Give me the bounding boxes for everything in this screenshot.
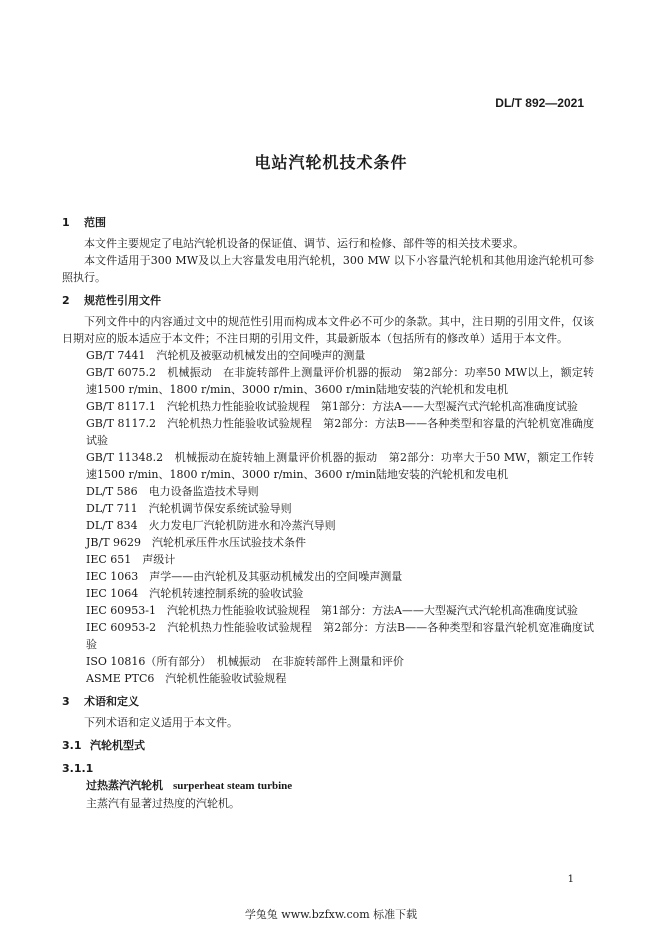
paragraph: 下列术语和定义适用于本文件。 [84,716,238,729]
section-number: 1 [62,216,70,229]
reference-item: GB/T 7441 汽轮机及被驱动机械发出的空间噪声的测量 [86,349,366,362]
footer-watermark: 学兔兔 www.bzfxw.com 标准下载 [244,908,418,921]
reference-item: IEC 651 声级计 [86,553,176,566]
section-heading-terms [62,693,594,710]
reference-item: DL/T 586 电力设备监造技术导则 [86,485,259,498]
paragraph: 本文件适用于300 MW及以上大容量发电用汽轮机，300 MW 以下小容量汽轮机和其他用途汽轮机可参照执行。 [62,254,594,284]
reference-item: GB/T 11348.2 机械振动在旋转轴上测量评价机器的振动 第2部分：功率大于50 MW，额定工作转速1500 r/min、1800 r/min、3000 r/min、3600 r/min陆地安装的汽轮机和发电机 [86,451,594,481]
reference-item: DL/T 834 火力发电厂汽轮机防进水和冷蒸汽导则 [86,519,336,532]
section-number: 2 [62,294,70,307]
term-english: surperheat steam turbine [173,780,293,792]
reference-item: IEC 60953-2 汽轮机热力性能验收试验规程 第2部分：方法B——各种类型和容量汽轮机宽准确度试验 [86,621,594,651]
reference-item: ISO 10816（所有部分） 机械振动 在非旋转部件上测量和评价 [86,655,404,668]
term-definition: 主蒸汽有显著过热度的汽轮机。 [86,797,240,810]
reference-item: JB/T 9629 汽轮机承压件水压试验技术条件 [86,536,307,549]
page-number: 1 [567,874,574,885]
subsection-number: 3.1 [62,739,82,752]
section-number: 3 [62,695,70,708]
reference-item: GB/T 8117.2 汽轮机热力性能验收试验规程 第2部分：方法B——各种类型和容量的汽轮机宽准确度试验 [86,417,594,447]
paragraph: 本文件主要规定了电站汽轮机设备的保证值、调节、运行和检修、部件等的相关技术要求。 [84,237,524,250]
term-entry [62,777,594,795]
standard-code: DL/T 892—2021 [495,96,584,110]
section-heading-normative-references [62,292,594,309]
paragraph: 下列文件中的内容通过文中的规范性引用而构成本文件必不可少的条款。其中，注日期的引用文件，仅该日期对应的版本适应于本文件；不注日期的引用文件，其最新版本（包括所有的修改单）适用于本文件。 [62,315,594,345]
reference-item: IEC 1063 声学——由汽轮机及其驱动机械发出的空间噪声测量 [86,570,403,583]
subsection-title: 汽轮机型式 [90,739,145,752]
section-title: 范围 [84,216,106,229]
section-heading-scope [62,214,594,231]
document-title: 电站汽轮机技术条件 [254,153,408,172]
reference-item: DL/T 711 汽轮机调节保安系统试验导则 [86,502,292,515]
term-number: 3.1.1 [62,762,94,775]
reference-item: GB/T 8117.1 汽轮机热力性能验收试验规程 第1部分：方法A——大型凝汽式汽轮机高准确度试验 [86,400,578,413]
term-chinese: 过热蒸汽汽轮机 [86,779,163,792]
reference-item: ASME PTC6 汽轮机性能验收试验规程 [86,672,287,685]
reference-item: IEC 60953-1 汽轮机热力性能验收试验规程 第1部分：方法A——大型凝汽式汽轮机高准确度试验 [86,604,578,617]
reference-item: IEC 1064 汽轮机转速控制系统的验收试验 [86,587,304,600]
document-body [62,214,594,812]
section-title: 术语和定义 [84,695,139,708]
section-title: 规范性引用文件 [84,294,161,307]
reference-item: GB/T 6075.2 机械振动 在非旋转部件上测量评价机器的振动 第2部分：功率50 MW以上，额定转速1500 r/min、1800 r/min、3000 r/min、3600 r/min陆地安装的汽轮机和发电机 [86,366,594,396]
subsection-heading [62,737,594,754]
